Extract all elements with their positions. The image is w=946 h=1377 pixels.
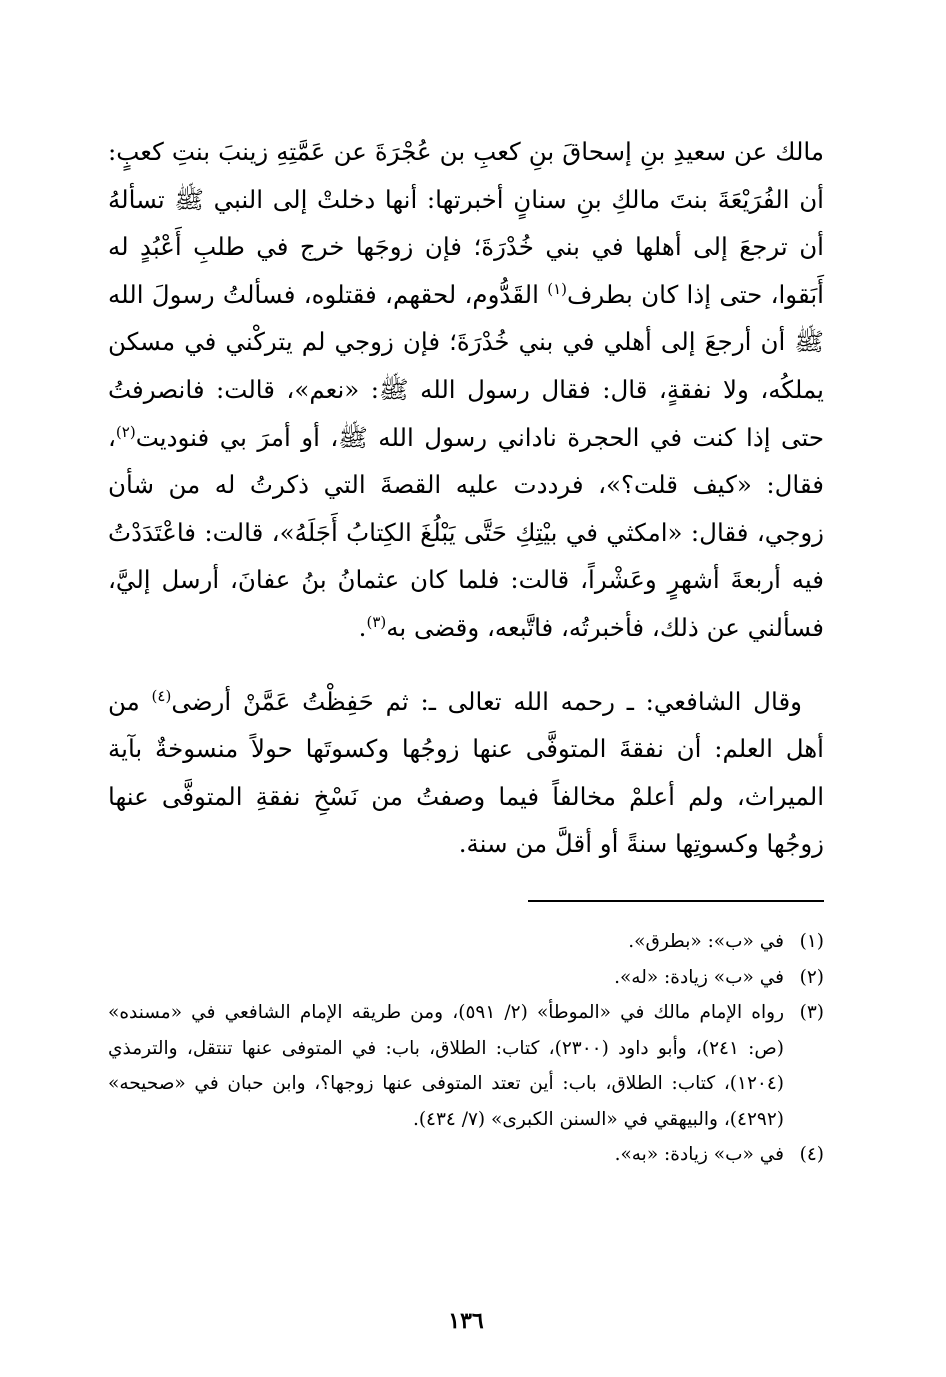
footnote-marker-3[interactable]: (٣) bbox=[366, 612, 387, 631]
paragraph-1-text-a: مالك عن سعيدِ بنِ إسحاقَ بنِ كعبِ بن عُجْرَةَ عن عَمَّتِهِ زينبَ بنتِ كعبٍ: أن الفُرَيْعَةَ بنتَ مالكِ بنِ سنانٍ أخبرتها: أنها دخلتْ إلى النبي ﷺ تسألهُ أن ترجعَ إلى أهلها في بني خُدْرَةَ؛ فإن زوجَها خرج في طلبِ أَعْبُدٍ له أَبَقوا، حتى إذا كان بطرف bbox=[108, 137, 824, 309]
footnotes-section bbox=[108, 924, 824, 1173]
footnote-1 bbox=[108, 924, 824, 960]
page-number: ١٣٦ bbox=[448, 1308, 484, 1334]
footnote-number: (٣) bbox=[799, 1002, 824, 1023]
footnote-3 bbox=[108, 995, 824, 1137]
footnote-marker-1[interactable]: (١) bbox=[547, 279, 568, 298]
footnote-divider bbox=[528, 900, 824, 902]
footnote-number: (٢) bbox=[799, 966, 824, 988]
footnote-marker-4[interactable]: (٤) bbox=[151, 686, 172, 705]
footnote-marker-2[interactable]: (٢) bbox=[115, 422, 136, 441]
paragraph-shafii bbox=[108, 678, 824, 868]
footnote-number: (١) bbox=[799, 931, 824, 952]
paragraph-1-text-c: ، فقال: «كيف قلت؟»، فرددت عليه القصةَ التي ذكرتُ له من شأن زوجي، فقال: «امكثي في بيْتِكِ حَتَّى يَبْلُغَ الكِتابُ أَجَلَهُ»، قالت: فاعْتَدَدْتُ فيه أربعةَ أشهرٍ وعَشْراً، قالت: فلما كان عثمانُ بنُ عفانَ، أرسل إليَّ، فسألني عن ذلك، فأخبرتُه، فاتَّبعه، وقضى به bbox=[108, 422, 824, 642]
footnote-text: في «ب» زيادة: «له». bbox=[614, 966, 784, 988]
footnote-4 bbox=[108, 1137, 824, 1173]
footnote-text: في «ب»: «بطرق». bbox=[628, 931, 784, 952]
paragraph-2-text-a: وقال الشافعي: ـ رحمه الله تعالى ـ: ثم حَفِظْتُ عَمَّنْ أرضى bbox=[171, 686, 802, 716]
paragraph-2-text-b: من أهل العلم: أن نفقةَ المتوفَّى عنها زوجُها وكسوتَها حولاً منسوخةٌ بآية الميراث، ولم أعلمْ مخالفاً فيما وصفتُ من نَسْخِ نفقةِ المتوفَّى عنها زوجُها وكسوتِها سنةً أو أقلَّ من سنة. bbox=[108, 686, 824, 859]
paragraph-1-text-d: . bbox=[358, 612, 367, 642]
footnote-text: رواه الإمام مالك في «الموطأ» (٢/ ٥٩١)، ومن طريقه الإمام الشافعي في «مسنده» (ص: ٢٤١)، وأبو داود (٢٣٠٠)، كتاب: الطلاق، باب: في المتوفى عنها تنتقل، والترمذي (١٢٠٤)، كتاب: الطلاق، باب: أين تعتد المتوفى عنها زوجها؟، وابن حبان في «صحيحه» (٤٢٩٢)، والبيهقي في «السنن الكبرى» (٧/ ٤٣٤). bbox=[108, 1002, 784, 1130]
footnote-number: (٤) bbox=[799, 1144, 824, 1165]
book-page bbox=[108, 128, 824, 1348]
footnote-2 bbox=[108, 960, 824, 996]
paragraph-1-text-b: القَدُّوم، لحقهم، فقتلوه، فسألتُ رسولَ الله ﷺ أن أرجعَ إلى أهلي في بني خُدْرَةَ؛ فإن زوجي لم يتركْني في مسكن يملكُه، ولا نفقةٍ، قال: فقال رسول الله ﷺ: «نعم»، قالت: فانصرفتُ حتى إذا كنت في الحجرة ناداني رسول الله ﷺ، أو أمرَ بي فنوديت bbox=[108, 279, 824, 452]
main-text bbox=[108, 128, 824, 868]
footnote-text: في «ب» زيادة: «به». bbox=[614, 1144, 784, 1165]
paragraph-hadith bbox=[108, 128, 824, 652]
